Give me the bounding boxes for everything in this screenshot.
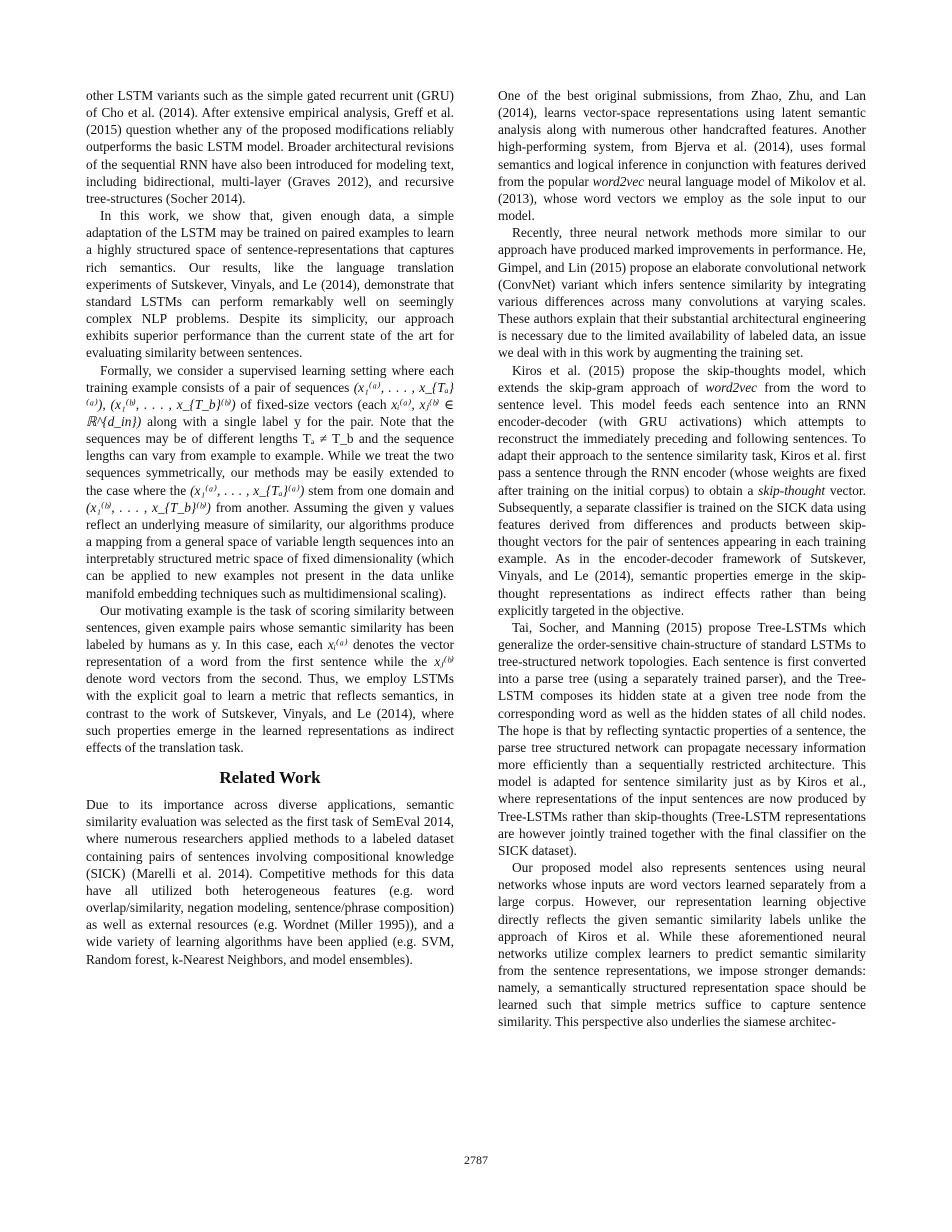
left-para-4 — [86, 602, 454, 756]
skip-thought-term: skip-thought — [758, 482, 826, 498]
right-para-4: Tai, Socher, and Manning (2015) propose Tree-LSTMs which generalize the order-sensitive chain-structure of standard LSTMs to tree-structured network topologies. Each sentence is first converted into a parse tree (using a separately trained parser), and the Tree-LSTM composes its hidden state at a given tree node from the corresponding word as well as the hidden states of all child nodes. The hope is that by reflecting syntactic properties of a sentence, the parse tree structured network can propagate necessary information more efficiently than a sequentially restricted architecture. This model is adapted for sentence similarity just as by Kiros et al., where representations of the input sentences are now produced by Tree-LSTMs rather than skip-thoughts (Tree-LSTM representations are however jointly trained together with the final classifier on the SICK dataset). — [498, 619, 866, 858]
left-para-2: In this work, we show that, given enough data, a simple adaptation of the LSTM may be trained on paired examples to learn a highly structured space of sentence-representations that captures rich semantics. Our results, like the language translation experiments of Sutskever, Vinyals, and Le (2014), demonstrate that standard LSTMs can perform remarkably well on seemingly complex NLP problems. Despite its simplicity, our approach exhibits superior performance than the current state of the art for evaluating similarity between sentences. — [86, 208, 454, 361]
right-para-5: Our proposed model also represents sentences using neural networks whose inputs are word vectors learned separately from a large corpus. However, our representation learning objective directly reflects the given semantic similarity labels unlike the approach of Kiros et al. While these aforementioned neural networks utilize complex learners to predict semantic similarity from the sentence representations, we impose stronger demands: namely, a semantically structured representation space should be learned such that simple metrics suffice to capture sentence similarity. This perspective also underlies the siamese architec- — [498, 860, 866, 1030]
right-para-1 — [498, 87, 866, 224]
related-work-heading: Related Work — [219, 768, 321, 788]
left-para-4a: Our motivating example is the task of scoring similarity between sentences, given example pairs whose semantic similarity has been labeled by humans as y. In this case, each — [86, 602, 454, 652]
word2vec-term: word2vec — [592, 173, 645, 189]
right-para-2: Recently, three neural network methods more similar to our approach have produced marked improvements in performance. He, Gimpel, and Lin (2015) propose an elaborate convolutional network (ConvNet) variant which infers sentence similarity by integrating various differences across many convolutions at varying scales. These authors explain that their substantial architectural engineering is necessary due to the limited availability of labeled data, an issue we deal with in this work by augmenting the training set. — [498, 225, 866, 361]
right-para-3a: Kiros et al. (2015) propose the skip-thoughts model, which extends the skip-gram approach of — [498, 362, 866, 395]
sequence-pair-math: (x₁⁽ᵃ⁾, . . . , x_{Tₐ}⁽ᵃ⁾), (x₁⁽ᵇ⁾, . . . , x_{T_b}⁽ᵇ⁾) — [86, 379, 454, 412]
xa-math: xᵢ⁽ᵃ⁾ — [327, 637, 348, 652]
left-para-4b: denotes the vector representation of a word from the first sentence while the — [86, 637, 454, 670]
left-column — [86, 87, 454, 968]
left-para-1: other LSTM variants such as the simple gated recurrent unit (GRU) of Cho et al. (2014). After extensive empirical analysis, Greff et al. (2015) question whether any of the proposed modifications reliably outperforms the basic LSTM model. Broader architectural revisions of the sequential RNN have also been introduced for modeling text, including bidirectional, multi-layer (Graves 2012), and recursive tree-structures (Socher 2014). — [86, 88, 454, 206]
left-para-3b: of fixed-size vectors (each — [240, 396, 387, 412]
right-para-3b: from the word to sentence level. This model feeds each sentence into an RNN encoder-decoder (with GRU activations) which attempts to reconstruct the immediately preceding and following sentences. To adapt their approach to the sentence similarity task, Kiros et al. first pass a sentence through the RNN encoder (whose weights are fixed after training on the initial corpus) to obtain a — [498, 379, 866, 498]
right-para-1b: neural language model of Mikolov et al. (2013), whose word vectors we employ as the sole input to our model. — [498, 173, 866, 224]
right-column — [498, 87, 866, 1031]
left-para-3c: along with a single label y for the pair. Note that the sequences may be of different lengths Tₐ ≠ T_b and the sequence lengths can vary from example to example. While we treat the two sequences symmetrically, our methods may be easily extended to the case where the — [86, 413, 454, 498]
sequence-a-math: (x₁⁽ᵃ⁾, . . . , x_{Tₐ}⁽ᵃ⁾) — [190, 482, 305, 498]
left-para-3 — [86, 362, 454, 602]
left-para-3a: Formally, we consider a supervised learning setting where each training example consists of a pair of sequences — [86, 362, 454, 395]
sequence-b-math: (x₁⁽ᵇ⁾, . . . , x_{T_b}⁽ᵇ⁾) — [86, 499, 211, 515]
vector-space-math: xᵢ⁽ᵃ⁾, xⱼ⁽ᵇ⁾ ∈ ℝ^{d_in}) — [86, 396, 454, 429]
page-number: 2787 — [464, 1153, 488, 1167]
right-para-3c: vector. Subsequently, a separate classifier is trained on the SICK data using features derived from differences and products between skip-thought vectors for the pair of sentences appearing in each training example. As in the encoder-decoder framework of Sutskever, Vinyals, and Le (2014), semantic properties emerge in the skip-thought representations as indirect effects rather than being explicitly targeted in the objective. — [498, 482, 866, 618]
left-para-5: Due to its importance across diverse applications, semantic similarity evaluation was selected as the first task of SemEval 2014, where numerous researchers applied methods to a labeled dataset containing pairs of sentences involving compositional knowledge (SICK) (Marelli et al. 2014). Competitive methods for this data have all utilized both heterogeneous features (e.g. word overlap/similarity, negation modeling, sentence/phrase composition) as well as external resources (e.g. Wordnet (Miller 1995)), and a wide variety of learning algorithms have been applied (e.g. SVM, Random forest, k-Nearest Neighbors, and model ensembles). — [86, 797, 454, 967]
right-para-3 — [498, 362, 866, 619]
left-para-3d: stem from one domain and — [308, 482, 455, 498]
left-para-3e: from another. Assuming the given y values reflect an underlying measure of similarity, our algorithms produce a mapping from a general space of variable length sequences into an interpretably structured metric space of fixed dimensionality (which can be applied to new examples not present in the data unlike manifold embedding techniques such as multidimensional scaling). — [86, 499, 454, 601]
word2vec-term-2: word2vec — [705, 379, 758, 395]
xb-math: xⱼ⁽ᵇ⁾ — [434, 654, 454, 670]
left-para-4c: denote word vectors from the second. Thus, we employ LSTMs with the explicit goal to learn a metric that reflects semantics, in contrast to the work of Sutskever, Vinyals, and Le (2014), where such properties emerge in the learned representations as indirect effects of the translation task. — [86, 671, 454, 755]
right-para-1a: One of the best original submissions, from Zhao, Zhu, and Lan (2014), learns vector-space representations using latent semantic analysis along with numerous other handcrafted features. Another high-performing system, from Bjerva et al. (2014), uses formal semantics and logical inference in conjunction with features derived from the popular — [498, 88, 866, 189]
